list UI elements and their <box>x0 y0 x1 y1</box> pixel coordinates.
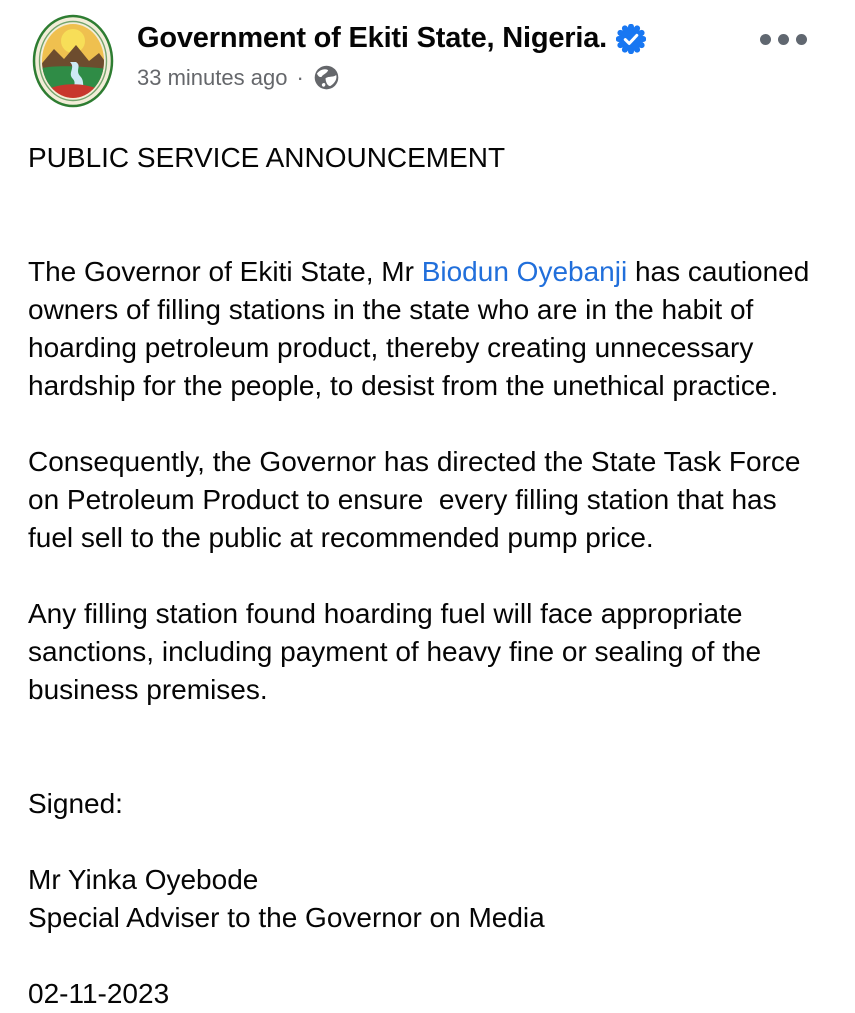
post-paragraph <box>28 139 825 177</box>
post-text-segment: Mr Yinka Oyebode <box>28 864 259 895</box>
post-header-text <box>137 12 646 91</box>
post-text-segment: The Governor of Ekiti State, Mr <box>28 256 422 287</box>
ellipsis-dot <box>760 34 771 45</box>
post-text-segment: Consequently, the Governor has directed the State Task Force on Petroleum Product to ensure every filling station that has fuel sell to the public at recommended pump price. <box>28 446 809 553</box>
post-text-segment: has cautioned owners of filling stations in the state who are in the habit of hoarding petroleum product, thereby creating unnecessary hardship for the people, to desist from the unethical practice. <box>28 256 818 401</box>
post-paragraph <box>28 899 825 937</box>
post-text <box>0 139 855 1013</box>
ellipsis-dot <box>796 34 807 45</box>
post-text-segment: PUBLIC SERVICE ANNOUNCEMENT <box>28 142 506 173</box>
timestamp-separator: · <box>296 64 304 90</box>
page-avatar[interactable] <box>25 12 121 108</box>
post-text-segment: Any filling station found hoarding fuel will face appropriate sanctions, including payment of heavy fine or sealing of the business premises. <box>28 598 769 705</box>
post-paragraph <box>28 861 825 899</box>
globe-icon <box>313 64 340 91</box>
post-paragraph <box>28 443 825 557</box>
post-paragraph <box>28 975 825 1013</box>
post-menu-button[interactable] <box>752 26 815 53</box>
post-meta-row <box>137 64 646 91</box>
post-paragraph <box>28 595 825 709</box>
post-paragraph <box>28 253 825 405</box>
ekiti-state-seal-icon <box>25 12 121 108</box>
mention-link[interactable]: Biodun Oyebanji <box>421 256 628 287</box>
ellipsis-dot <box>778 34 789 45</box>
timestamp-link[interactable]: 33 minutes ago <box>137 64 288 90</box>
post-paragraph <box>28 785 825 823</box>
post-text-segment: 02-11-2023 <box>28 978 170 1009</box>
verified-badge-icon <box>616 24 646 54</box>
page-name-link[interactable]: Government of Ekiti State, Nigeria. <box>137 22 607 54</box>
post-header <box>0 0 855 108</box>
page-title-row <box>137 22 646 55</box>
post-text-segment: Signed: <box>28 788 123 819</box>
post-text-segment: Special Adviser to the Governor on Media <box>28 902 545 933</box>
